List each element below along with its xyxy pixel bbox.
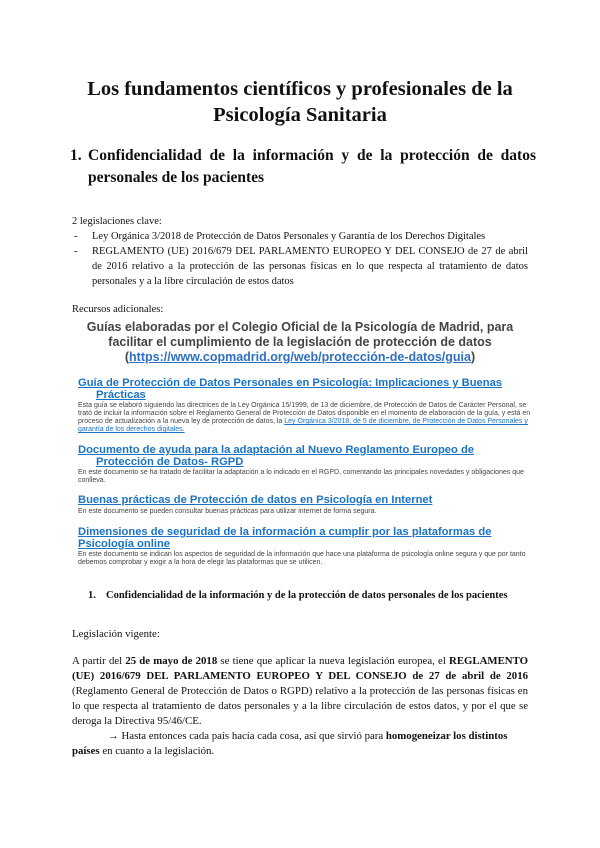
legislation-item — [74, 229, 528, 244]
legislacion-vigente-label: Legislación vigente: — [72, 628, 160, 640]
resource-link-guia[interactable] — [78, 377, 533, 401]
resource-link-title: Guía de Protección de Datos Personales en Psicología: Implicaciones y Buenas — [78, 377, 503, 389]
resource-link-rgpd[interactable] — [78, 444, 533, 468]
resource-description: En este documento se pueden consultar buenas prácticas para utilizar internet de forma segura. — [78, 508, 377, 515]
resource-description — [78, 402, 533, 434]
resource-link-title-cont: Protección de Datos- RGPD — [96, 456, 244, 468]
resource-link-title-cont: Psicología online — [78, 538, 171, 550]
resource-description: En este documento se indican los aspectos de seguridad de la información que hace una plataforma de psicología online segura y que por tanto debemos comprobar y exigir a la hora de elegir las plataformas que se utilicen. — [78, 551, 526, 566]
paragraph-text: A partir del — [72, 655, 123, 667]
effective-date: 25 de mayo de 2018 — [125, 655, 218, 667]
resources-label: Recursos adicionales: — [72, 304, 164, 315]
resources-header-line-2: facilitar el cumplimiento de la legislación de protección de datos — [108, 335, 492, 349]
title-line-1: Los fundamentos científicos y profesionales de la — [87, 78, 513, 100]
resource-link-dimensiones[interactable] — [78, 526, 533, 550]
resource-link-buenas-practicas[interactable] — [78, 494, 533, 506]
bullet-dash: - — [74, 231, 78, 242]
section-heading-text: Confidencialidad de la información y de la protección de datos personales de los pacientes — [106, 590, 508, 601]
resource-description-text: Esta guía se elaboró siguiendo las directrices de la Ley Orgánica 15/1999, de 13 de diciembre, de Protección de Datos de Carácter Personal, se trató de incluir la información sobre el Reglamento General de Protección de Datos disponible en el momento de elaboración de la guía, y está en proceso de actualización a la nueva ley de protección de datos, la — [78, 402, 531, 425]
paragraph-text: en cuanto a la legislación. — [102, 745, 215, 757]
document-title — [40, 76, 560, 128]
paragraph-text: → Hasta entonces cada país hacía cada cosa, así que sirvió para — [108, 730, 384, 742]
paragraph-text: se tiene que aplicar la nueva legislación europea, el — [220, 655, 446, 667]
legislation-item-text: Ley Orgánica 3/2018 de Protección de Datos Personales y Garantía de los Derechos Digitales — [92, 231, 486, 242]
paragraph-text: (Reglamento General de Protección de Datos o RGPD) relativo a la protección de las personas físicas en lo que respecta al tratamiento de datos personales y a la libre circulación de estos datos, y por el que se deroga la Directiva 95/46/CE. — [72, 685, 528, 727]
legislation-item-text: REGLAMENTO (UE) 2016/679 DEL PARLAMENTO EUROPEO Y DEL CONSEJO de 27 de abril de 2016 relativo a la protección de las personas físicas en lo que respecta al tratamiento de datos personales y a la libre circulación de estos datos — [92, 246, 528, 287]
legislacion-paragraph — [72, 654, 528, 729]
section-heading-text: Confidencialidad de la información y de la protección de datos personales de los pacientes — [88, 147, 536, 186]
resource-link-title: Dimensiones de seguridad de la información a cumplir por las plataformas de — [78, 526, 492, 538]
resource-link-title: Buenas prácticas de Protección de datos en Psicología en Internet — [78, 494, 433, 506]
resources-header — [80, 320, 520, 365]
section-1-heading — [70, 145, 536, 189]
homogeneizar-paragraph — [72, 729, 528, 759]
section-2-heading — [88, 588, 530, 603]
legislation-item — [74, 244, 528, 289]
resources-header-line-1: Guías elaboradas por el Colegio Oficial de la Psicología de Madrid, para — [86, 320, 514, 334]
title-line-2: Psicología Sanitaria — [213, 104, 387, 126]
copmadrid-url-link[interactable]: https://www.copmadrid.org/web/protección-de-datos/guia — [129, 350, 471, 364]
regulation-name: REGLAMENTO (UE) 2016/679 DEL PARLAMENTO EUROPEO Y DEL CONSEJO de 27 de abril de 2016 — [72, 655, 529, 682]
resources-header-url-line: (https://www.copmadrid.org/web/protección-de-datos/guia) — [124, 350, 476, 364]
section-number: 1. — [88, 590, 96, 601]
resource-link-title: Documento de ayuda para la adaptación al Nuevo Reglamento Europeo de — [78, 444, 474, 456]
resource-link-title-cont: Prácticas — [96, 389, 146, 401]
resource-description: En este documento se ha tratado de facilitar la adaptación a lo indicado en el RGPD, comentando las principales novedades y obligaciones que conlleva. — [78, 469, 524, 484]
bullet-dash: - — [74, 246, 78, 257]
legislation-label: 2 legislaciones clave: — [72, 216, 162, 227]
section-number: 1. — [70, 147, 82, 164]
ley-organica-link[interactable]: Ley Orgánica 3/2018, de 5 de diciembre, de Protección de Datos Personales y garantía de los derechos digitales. — [78, 418, 528, 433]
emphasis-text: homogeneizar los distintos países — [72, 730, 508, 757]
